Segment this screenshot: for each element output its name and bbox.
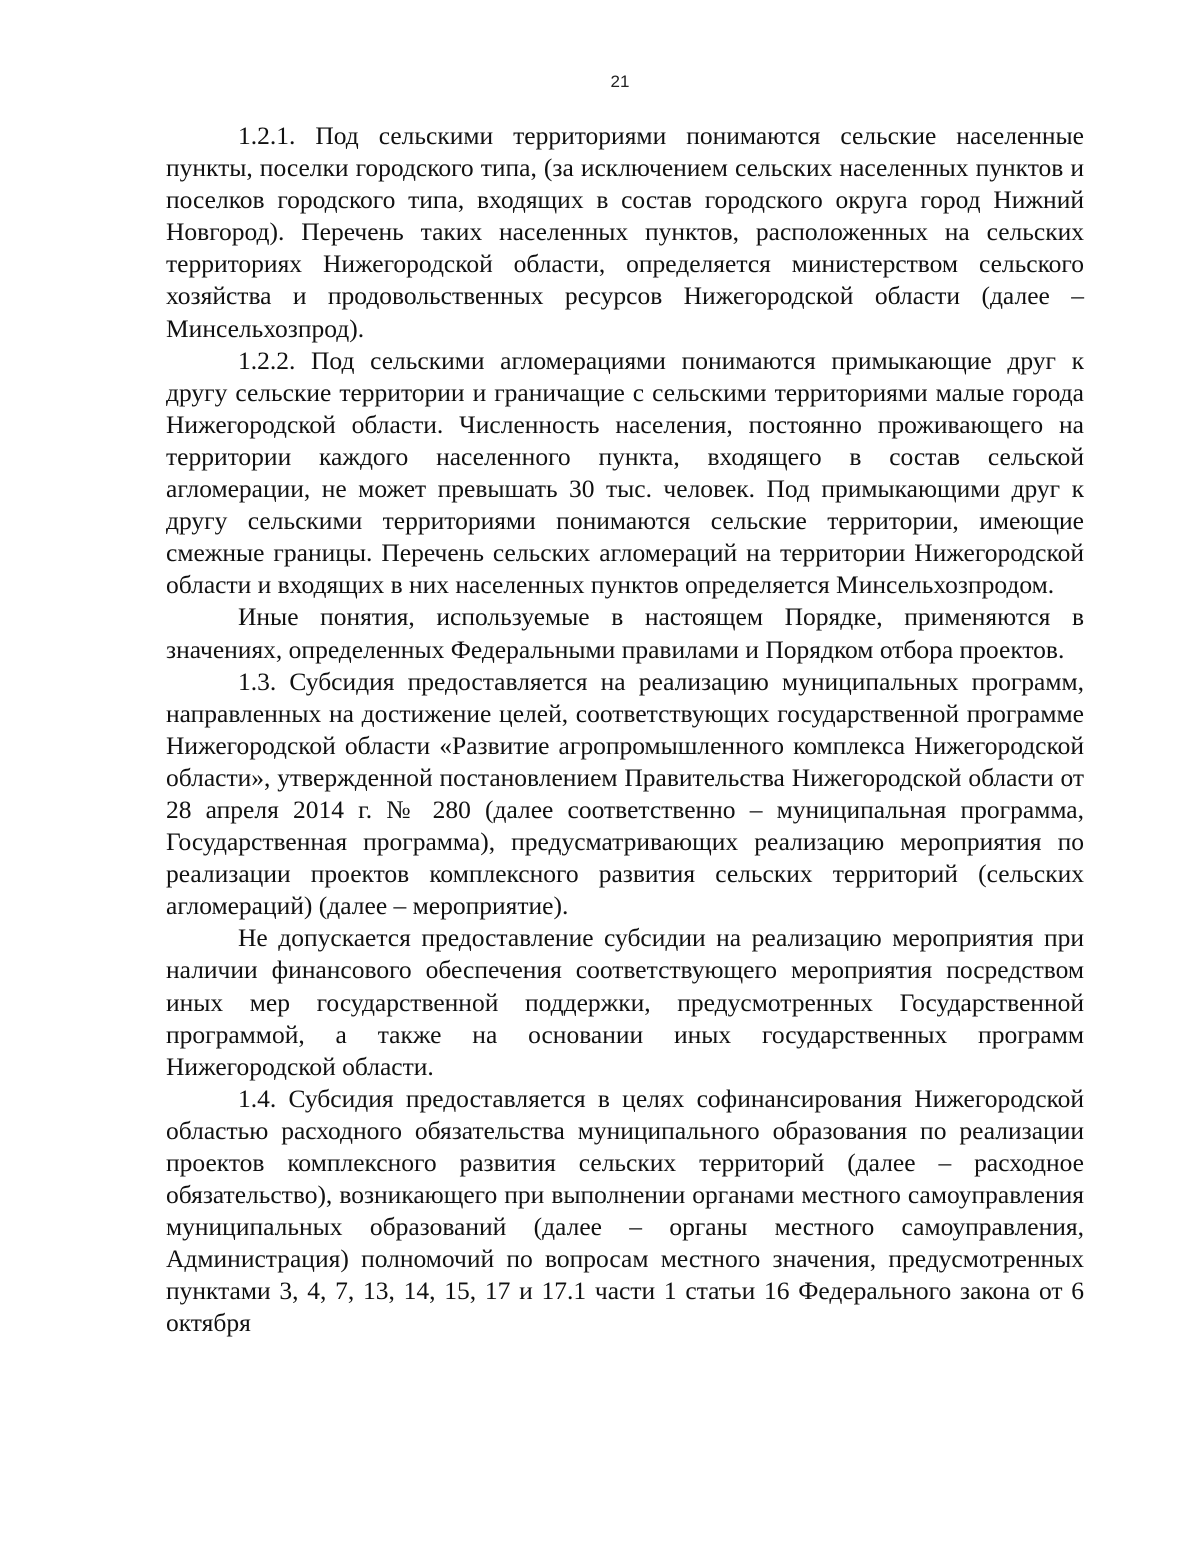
paragraph-subsidy-restriction: Не допускается предоставление субсидии на реализацию мероприятия при наличии финансового обеспечения соответствующего мероприятия посредством иных мер государственной поддержки, предусмотренных Государственной программой, а также на основании иных государственных программ Нижегородской области. <box>166 923 1084 1081</box>
document-body <box>166 120 1084 1340</box>
paragraph-1-2-1: 1.2.1. Под сельскими территориями понимаются сельские населенные пункты, поселки городского типа, (за исключением сельских населенных пунктов и поселков городского типа, входящих в состав городского округа город Нижний Новгород). Перечень таких населенных пунктов, расположенных на сельских территориях Нижегородской области, определяется министерством сельского хозяйства и продовольственных ресурсов Нижегородской области (далее – Минсельхозпрод). <box>166 121 1084 343</box>
paragraph-1-3: 1.3. Субсидия предоставляется на реализацию муниципальных программ, направленных на достижение целей, соответствующих государственной программе Нижегородской области «Развитие агропромышленного комплекса Нижегородской области», утвержденной постановлением Правительства Нижегородской области от 28 апреля 2014 г. № 280 (далее соответственно – муниципальная программа, Государственная программа), предусматривающих реализацию мероприятия по реализации проектов комплексного развития сельских территорий (сельских агломераций) (далее – мероприятие). <box>166 666 1084 921</box>
paragraph-1-4: 1.4. Субсидия предоставляется в целях софинансирования Нижегородской областью расходного обязательства муниципального образования по реализации проектов комплексного развития сельских территорий (далее – расходное обязательство), возникающего при выполнении органами местного самоуправления муниципальных образований (далее – органы местного самоуправления, Администрация) полномочий по вопросам местного значения, предусмотренных пунктами 3, 4, 7, 13, 14, 15, 17 и 17.1 части 1 статьи 16 Федерального закона от 6 октября <box>166 1083 1084 1338</box>
paragraph-other-terms: Иные понятия, используемые в настоящем Порядке, применяются в значениях, определенных Федеральными правилами и Порядком отбора проектов. <box>166 602 1084 664</box>
paragraph-1-2-2: 1.2.2. Под сельскими агломерациями понимаются примыкающие друг к другу сельские территории и граничащие с сельскими территориями малые города Нижегородской области. Численность населения, постоянно проживающего на территории каждого населенного пункта, входящего в состав сельской агломерации, не может превышать 30 тыс. человек. Под примыкающими друг к другу сельскими территориями понимаются сельские территории, имеющие смежные границы. Перечень сельских агломераций на территории Нижегородской области и входящих в них населенных пунктов определяется Минсельхозпродом. <box>166 345 1084 600</box>
page-number: 21 <box>610 72 630 91</box>
